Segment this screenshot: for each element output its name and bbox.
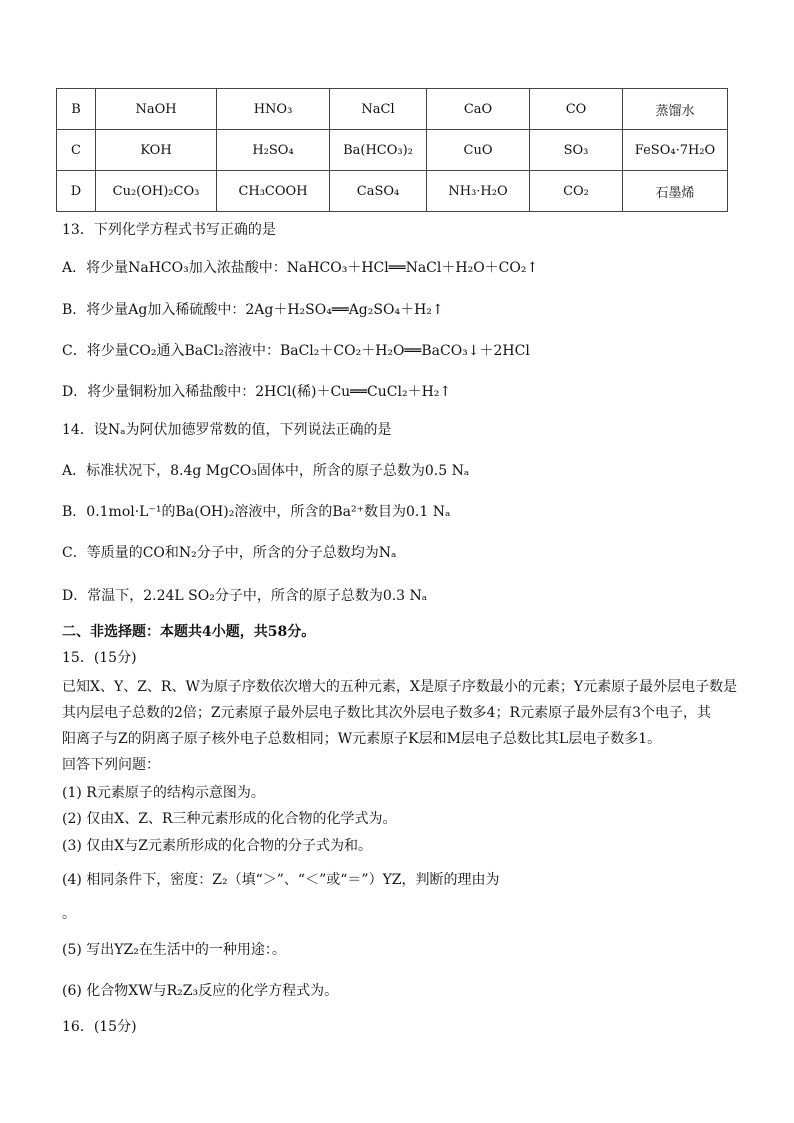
q15-sub-1: (1) R元素原子的结构示意图为。	[62, 785, 265, 801]
q14-option-c: C．等质量的CO和N₂分子中，所含的分子总数均为Nₐ	[62, 545, 397, 561]
q14-option-a: A．标准状况下，8.4g MgCO₃固体中，所含的原子总数为0.5 Nₐ	[62, 463, 470, 479]
q15-number: 15．(15分)	[62, 650, 137, 666]
q16-number: 16．(15分)	[62, 1019, 137, 1035]
table-cell: NaOH	[96, 89, 217, 130]
row-label: D	[57, 171, 96, 212]
table-cell: CuO	[427, 130, 530, 171]
classification-table	[56, 88, 728, 212]
table-cell: CaO	[427, 89, 530, 130]
q15-prompt: 回答下列问题：	[62, 757, 160, 773]
row-label: B	[57, 89, 96, 130]
q15-sub-2: (2) 仅由X、Z、R三种元素形成的化合物的化学式为。	[62, 811, 397, 827]
table-cell: Cu₂(OH)₂CO₃	[96, 171, 217, 212]
table-cell: 蒸馏水	[623, 89, 728, 130]
table-cell: Ba(HCO₃)₂	[330, 130, 427, 171]
q15-sub-4: (4) 相同条件下，密度：Z₂（填“＞”、“＜”或“＝”）YZ，判断的理由为	[62, 872, 500, 888]
section-heading: 二、非选择题：本题共4小题，共58分。	[62, 624, 316, 640]
q13-stem: 13．下列化学方程式书写正确的是	[62, 222, 276, 238]
q15-sub-3: (3) 仅由X与Z元素所形成的化合物的分子式为和。	[62, 838, 372, 854]
table-cell: NH₃·H₂O	[427, 171, 530, 212]
table-row	[57, 171, 728, 212]
table-cell: CO	[530, 89, 623, 130]
q15-paragraph-line: 其内层电子总数的2倍；Z元素原子最外层电子数比其次外层电子数多4；R元素原子最外层有3个电子，其	[62, 705, 711, 721]
table-row	[57, 89, 728, 130]
table-row	[57, 130, 728, 171]
q15-sub-5: (5) 写出YZ₂在生活中的一种用途：。	[62, 942, 286, 958]
table-cell: FeSO₄·7H₂O	[623, 130, 728, 171]
row-label: C	[57, 130, 96, 171]
table-cell: SO₃	[530, 130, 623, 171]
q15-sub-4-end: 。	[62, 906, 76, 922]
table-cell: KOH	[96, 130, 217, 171]
q15-paragraph-line: 阳离子与Z的阴离子原子核外电子总数相同；W元素原子K层和M层电子总数比其L层电子数多1。	[62, 731, 662, 747]
q13-option-c: C．将少量CO₂通入BaCl₂溶液中：BaCl₂＋CO₂＋H₂O══BaCO₃↓＋2HCl	[62, 343, 530, 359]
table-cell: CO₂	[530, 171, 623, 212]
table-cell: CaSO₄	[330, 171, 427, 212]
q14-stem: 14．设Nₐ为阿伏加德罗常数的值，下列说法正确的是	[62, 422, 392, 438]
q15-paragraph-line: 已知X、Y、Z、R、W为原子序数依次增大的五种元素，X是原子序数最小的元素；Y元素原子最外层电子数是	[62, 679, 738, 695]
table-cell: H₂SO₄	[217, 130, 330, 171]
table-cell: CH₃COOH	[217, 171, 330, 212]
table-cell: NaCl	[330, 89, 427, 130]
q14-option-d: D．常温下，2.24L SO₂分子中，所含的原子总数为0.3 Nₐ	[62, 588, 428, 604]
q13-option-a: A．将少量NaHCO₃加入浓盐酸中：NaHCO₃＋HCl══NaCl＋H₂O＋CO₂↑	[62, 260, 539, 276]
table-cell: HNO₃	[217, 89, 330, 130]
q13-option-b: B．将少量Ag加入稀硫酸中：2Ag＋H₂SO₄══Ag₂SO₄＋H₂↑	[62, 302, 444, 318]
q15-sub-6: (6) 化合物XW与R₂Z₃反应的化学方程式为。	[62, 983, 339, 999]
table-cell: 石墨烯	[623, 171, 728, 212]
q14-option-b: B．0.1mol·L⁻¹的Ba(OH)₂溶液中，所含的Ba²⁺数目为0.1 Nₐ	[62, 504, 451, 520]
q13-option-d: D．将少量铜粉加入稀盐酸中：2HCl(稀)＋Cu══CuCl₂＋H₂↑	[62, 384, 452, 400]
